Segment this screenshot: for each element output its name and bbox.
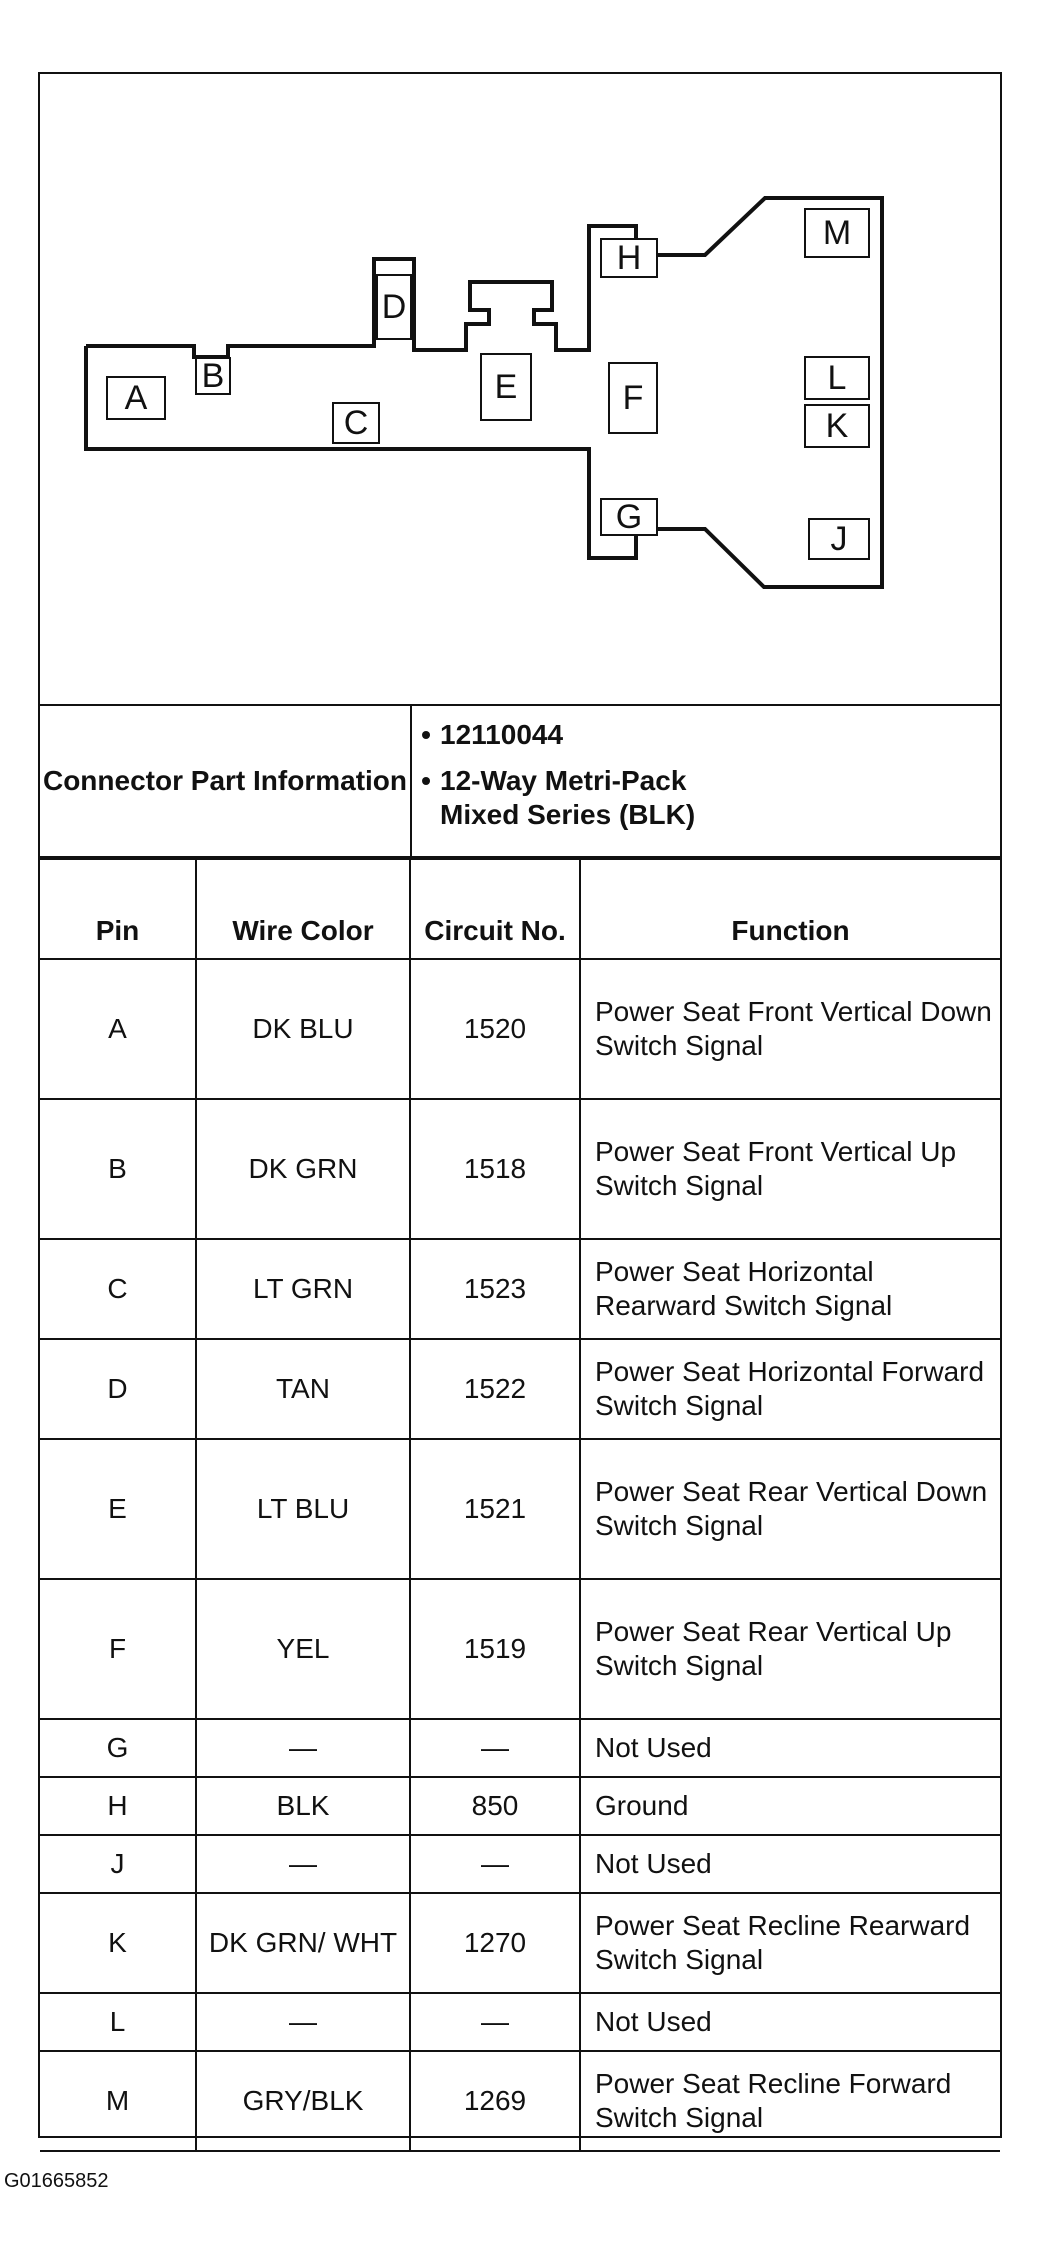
circuit-cell: 1270 xyxy=(410,1893,580,1993)
function-cell: Not Used xyxy=(580,1719,1000,1777)
bullet-icon: • xyxy=(421,765,431,796)
pin-cell: H xyxy=(40,1777,196,1835)
pin-label-A: A xyxy=(106,376,166,420)
connector-part-number: 12110044 xyxy=(440,719,564,750)
pin-cell: J xyxy=(40,1835,196,1893)
circuit-cell: 850 xyxy=(410,1777,580,1835)
connector-frame xyxy=(38,72,1002,2138)
table-row xyxy=(40,2051,1000,2151)
pin-label-D: D xyxy=(376,274,412,340)
table-row xyxy=(40,1835,1000,1893)
circuit-cell: 1518 xyxy=(410,1099,580,1239)
wire-color-cell: DK GRN/ WHT xyxy=(196,1893,410,1993)
pin-label-J: J xyxy=(808,518,870,560)
function-cell: Not Used xyxy=(580,1835,1000,1893)
header-pin: Pin xyxy=(40,859,196,959)
table-row xyxy=(40,1777,1000,1835)
connector-type: 12-Way Metri-Pack Mixed Series (BLK) xyxy=(440,765,696,830)
bullet-icon: • xyxy=(421,719,431,750)
table-row xyxy=(40,1893,1000,1993)
function-cell: Power Seat Front Vertical Up Switch Signal xyxy=(580,1099,1000,1239)
pin-label-L: L xyxy=(804,356,870,400)
function-cell: Power Seat Recline Rearward Switch Signal xyxy=(580,1893,1000,1993)
function-cell: Ground xyxy=(580,1777,1000,1835)
pin-cell: B xyxy=(40,1099,196,1239)
table-row xyxy=(40,959,1000,1099)
pinout-table xyxy=(40,858,1000,2152)
table-row xyxy=(40,1719,1000,1777)
wire-color-cell: DK BLU xyxy=(196,959,410,1099)
table-row xyxy=(40,1579,1000,1719)
function-cell: Not Used xyxy=(580,1993,1000,2051)
pin-cell: M xyxy=(40,2051,196,2151)
wire-color-cell: YEL xyxy=(196,1579,410,1719)
pin-cell: A xyxy=(40,959,196,1099)
pin-label-B: B xyxy=(195,357,231,395)
function-cell: Power Seat Rear Vertical Up Switch Signal xyxy=(580,1579,1000,1719)
circuit-cell: 1520 xyxy=(410,959,580,1099)
pin-cell: F xyxy=(40,1579,196,1719)
table-row xyxy=(40,1439,1000,1579)
pin-cell: C xyxy=(40,1239,196,1339)
connector-info-label: Connector Part Information xyxy=(40,706,412,856)
function-cell: Power Seat Rear Vertical Down Switch Signal xyxy=(580,1439,1000,1579)
circuit-cell: 1522 xyxy=(410,1339,580,1439)
function-cell: Power Seat Front Vertical Down Switch Signal xyxy=(580,959,1000,1099)
function-cell: Power Seat Horizontal Rearward Switch Signal xyxy=(580,1239,1000,1339)
wire-color-cell: — xyxy=(196,1719,410,1777)
wire-color-cell: TAN xyxy=(196,1339,410,1439)
connector-info-item xyxy=(412,718,992,752)
header-circuit-no: Circuit No. xyxy=(410,859,580,959)
connector-info-list xyxy=(412,718,992,844)
wire-color-cell: BLK xyxy=(196,1777,410,1835)
pin-cell: K xyxy=(40,1893,196,1993)
table-row xyxy=(40,1993,1000,2051)
table-row xyxy=(40,1239,1000,1339)
circuit-cell: 1521 xyxy=(410,1439,580,1579)
pin-cell: L xyxy=(40,1993,196,2051)
wire-color-cell: GRY/BLK xyxy=(196,2051,410,2151)
pin-label-G: G xyxy=(600,498,658,536)
wire-color-cell: — xyxy=(196,1835,410,1893)
circuit-cell: 1523 xyxy=(410,1239,580,1339)
pin-cell: E xyxy=(40,1439,196,1579)
connector-part-information xyxy=(40,706,1000,858)
pin-cell: G xyxy=(40,1719,196,1777)
wire-color-cell: LT BLU xyxy=(196,1439,410,1579)
pin-label-K: K xyxy=(804,404,870,448)
circuit-cell: 1519 xyxy=(410,1579,580,1719)
connector-face-diagram xyxy=(40,74,1000,706)
wire-color-cell: DK GRN xyxy=(196,1099,410,1239)
pin-label-E: E xyxy=(480,353,532,421)
wire-color-cell: — xyxy=(196,1993,410,2051)
connector-info-item xyxy=(412,764,992,832)
figure-id: G01665852 xyxy=(4,2170,109,2192)
pin-label-M: M xyxy=(804,208,870,258)
circuit-cell: 1269 xyxy=(410,2051,580,2151)
pin-label-H: H xyxy=(600,238,658,278)
function-cell: Power Seat Horizontal Forward Switch Signal xyxy=(580,1339,1000,1439)
pin-label-F: F xyxy=(608,362,658,434)
circuit-cell: — xyxy=(410,1719,580,1777)
header-function: Function xyxy=(580,859,1000,959)
wire-color-cell: LT GRN xyxy=(196,1239,410,1339)
table-row xyxy=(40,1339,1000,1439)
function-cell: Power Seat Recline Forward Switch Signal xyxy=(580,2051,1000,2151)
circuit-cell: — xyxy=(410,1993,580,2051)
circuit-cell: — xyxy=(410,1835,580,1893)
pin-cell: D xyxy=(40,1339,196,1439)
pin-label-C: C xyxy=(332,402,380,444)
header-wire-color: Wire Color xyxy=(196,859,410,959)
table-row xyxy=(40,1099,1000,1239)
